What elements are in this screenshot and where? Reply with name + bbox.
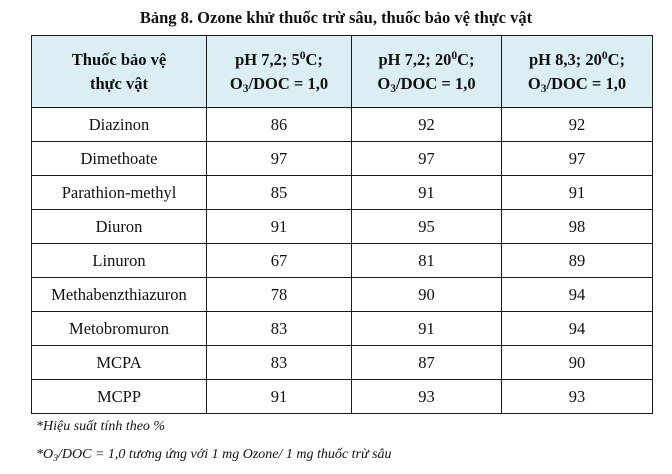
table-row <box>32 176 653 210</box>
header-condition-3 <box>502 36 653 108</box>
value-condition-1: 86 <box>207 108 352 142</box>
table-row <box>32 346 653 380</box>
value-condition-1: 97 <box>207 142 352 176</box>
pesticide-name: Diazinon <box>32 108 207 142</box>
header-condition-3-o: O <box>527 73 541 93</box>
pesticide-name: MCPP <box>32 380 207 414</box>
pesticide-name: Diuron <box>32 210 207 244</box>
table-row <box>32 380 653 414</box>
value-condition-3: 91 <box>502 176 653 210</box>
value-condition-3: 93 <box>502 380 653 414</box>
value-condition-1: 83 <box>207 312 352 346</box>
value-condition-2: 92 <box>352 108 502 142</box>
header-condition-2-unit: C; <box>457 49 475 69</box>
value-condition-1: 83 <box>207 346 352 380</box>
value-condition-3: 92 <box>502 108 653 142</box>
header-pesticide-line1: Thuốc bảo vệ <box>71 49 167 69</box>
value-condition-2: 93 <box>352 380 502 414</box>
header-condition-3-sup: 0 <box>601 49 608 62</box>
value-condition-1: 78 <box>207 278 352 312</box>
table-row <box>32 278 653 312</box>
header-condition-2-sup: 0 <box>451 49 458 62</box>
header-condition-3-unit: C; <box>607 49 626 69</box>
header-pesticide-line2: thực vật <box>89 73 149 93</box>
header-condition-2-sub: 3 <box>390 82 397 95</box>
value-condition-3: 94 <box>502 312 653 346</box>
table-header-row <box>32 36 653 108</box>
value-condition-3: 90 <box>502 346 653 380</box>
header-condition-2-ratio: /DOC = 1,0 <box>396 73 476 93</box>
value-condition-3: 97 <box>502 142 653 176</box>
header-condition-3-ph: pH 8,3; 20 <box>528 49 602 69</box>
value-condition-2: 95 <box>352 210 502 244</box>
value-condition-3: 94 <box>502 278 653 312</box>
value-condition-2: 87 <box>352 346 502 380</box>
pesticide-name: MCPA <box>32 346 207 380</box>
header-condition-1-ph: pH 7,2; 5 <box>235 49 300 69</box>
footnote-efficiency: *Hiệu suất tính theo % <box>36 419 166 434</box>
header-condition-2-ph: pH 7,2; 20 <box>378 49 452 69</box>
pesticide-name: Parathion-methyl <box>32 176 207 210</box>
header-condition-3-sub: 3 <box>540 82 547 95</box>
footnote-ratio-prefix: *O <box>36 447 54 462</box>
header-condition-1-sup: 0 <box>299 49 306 62</box>
header-condition-1-sub: 3 <box>242 82 249 95</box>
header-condition-1-unit: C; <box>305 49 323 69</box>
value-condition-1: 85 <box>207 176 352 210</box>
header-condition-1 <box>207 36 352 108</box>
header-condition-1-o: O <box>229 73 243 93</box>
footnote-ratio-sub: 3 <box>53 453 59 464</box>
header-condition-2-o: O <box>377 73 391 93</box>
header-condition-3-ratio: /DOC = 1,0 <box>546 73 627 93</box>
value-condition-2: 97 <box>352 142 502 176</box>
value-condition-2: 91 <box>352 176 502 210</box>
value-condition-1: 67 <box>207 244 352 278</box>
pesticide-name: Methabenzthiazuron <box>32 278 207 312</box>
footnote-ratio-rest: /DOC = 1,0 tương ứng với 1 mg Ozone/ 1 mg thuốc trừ sâu <box>58 447 392 462</box>
pesticide-name: Linuron <box>32 244 207 278</box>
header-pesticide <box>32 36 207 108</box>
pesticide-name: Metobromuron <box>32 312 207 346</box>
value-condition-3: 89 <box>502 244 653 278</box>
value-condition-2: 81 <box>352 244 502 278</box>
value-condition-1: 91 <box>207 380 352 414</box>
footnote-ratio <box>36 446 392 464</box>
value-condition-2: 90 <box>352 278 502 312</box>
table-row <box>32 142 653 176</box>
table-caption: Bảng 8. Ozone khử thuốc trừ sâu, thuốc bảo vệ thực vật <box>139 8 533 27</box>
value-condition-1: 91 <box>207 210 352 244</box>
header-condition-2 <box>352 36 502 108</box>
value-condition-3: 98 <box>502 210 653 244</box>
table-row <box>32 244 653 278</box>
value-condition-2: 91 <box>352 312 502 346</box>
table-row <box>32 210 653 244</box>
header-condition-1-ratio: /DOC = 1,0 <box>248 73 329 93</box>
table-row <box>32 108 653 142</box>
pesticide-name: Dimethoate <box>32 142 207 176</box>
table-row <box>32 312 653 346</box>
pesticide-ozone-table <box>31 35 653 414</box>
